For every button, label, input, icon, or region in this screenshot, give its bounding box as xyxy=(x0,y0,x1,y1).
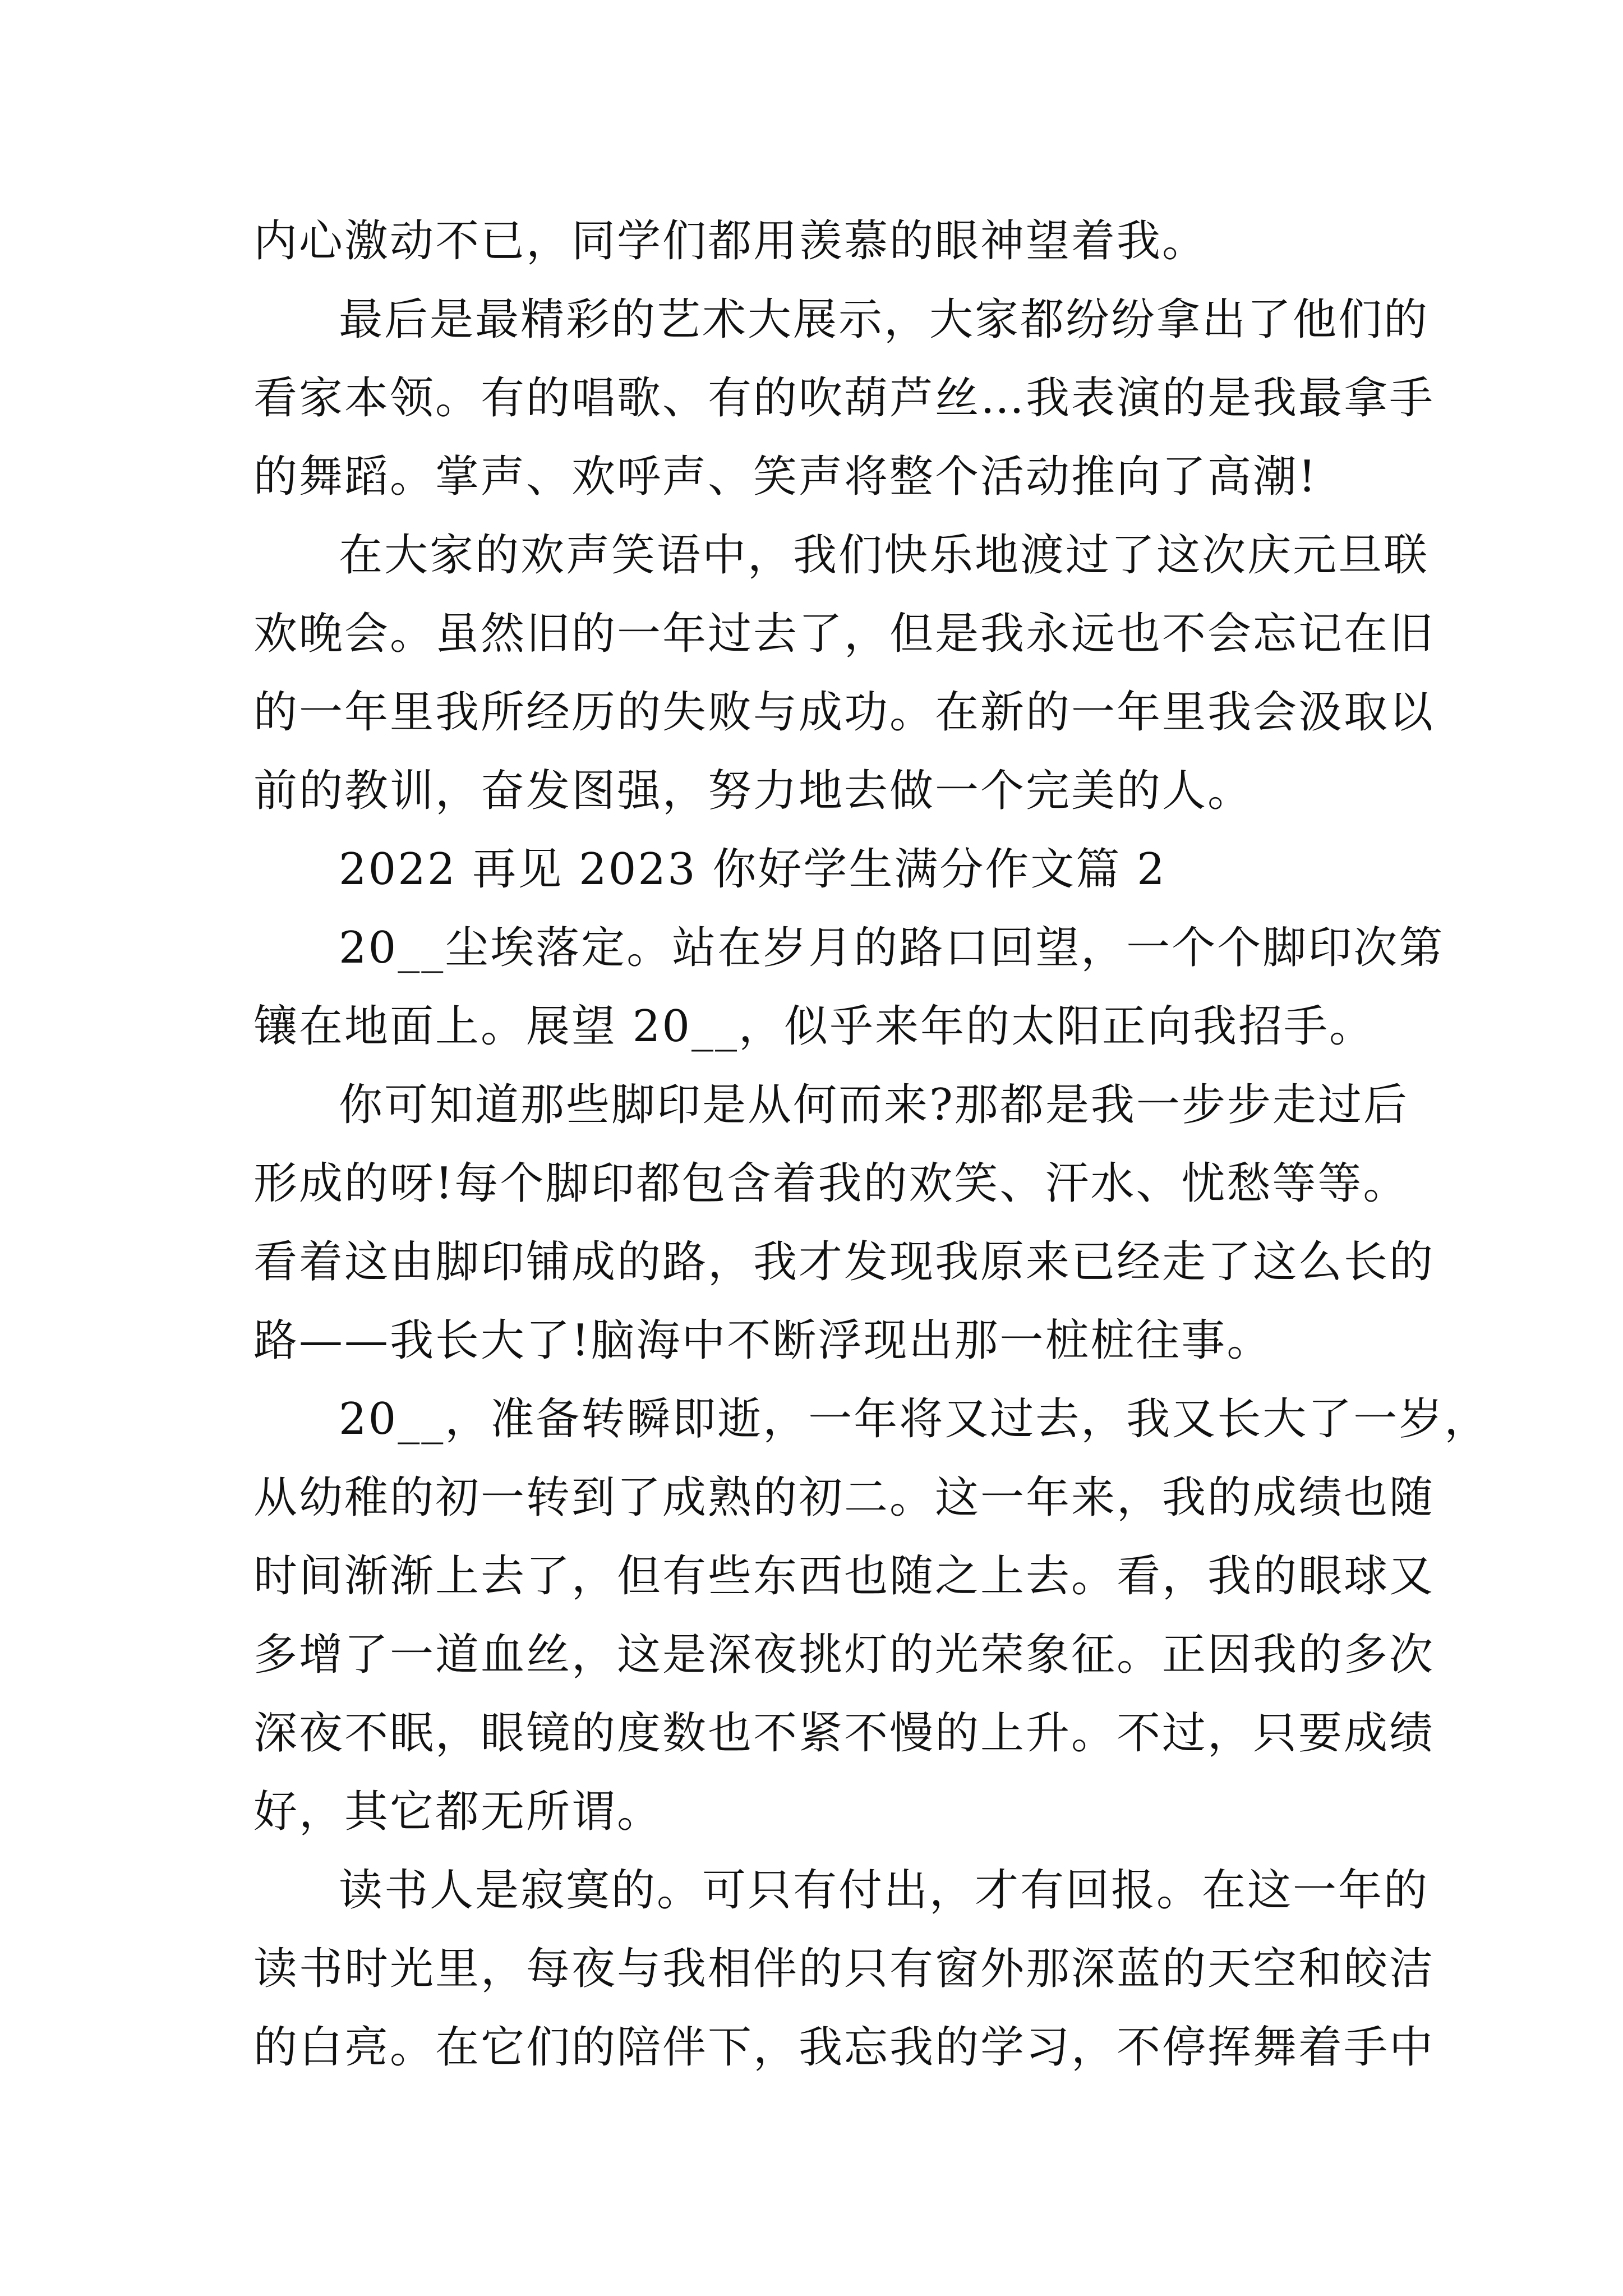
text-line: 形成的呀!每个脚印都包含着我的欢笑、汗水、忧愁等等。 xyxy=(253,1158,1409,1209)
text-line: 20__尘埃落定。站在岁月的路口回望，一个个脚印次第 xyxy=(339,923,1445,973)
text-line: 的白亮。在它们的陪伴下，我忘我的学习，不停挥舞着手中 xyxy=(253,2022,1435,2073)
text-line: 你可知道那些脚印是从何而来?那都是我一步步走过后 xyxy=(339,1080,1409,1130)
text-line: 内心激动不已，同学们都用羡慕的眼神望着我。 xyxy=(253,216,1208,266)
text-line: 2022 再见 2023 你好学生满分作文篇 2 xyxy=(339,844,1166,895)
text-line: 在大家的欢声笑语中，我们快乐地渡过了这次庆元旦联 xyxy=(339,530,1430,581)
text-line: 镶在地面上。展望 20__，似乎来年的太阳正向我招手。 xyxy=(253,1001,1375,1052)
text-line: 深夜不眠，眼镜的度数也不紧不慢的上升。不过，只要成绩 xyxy=(253,1708,1435,1759)
text-line: 的舞蹈。掌声、欢呼声、笑声将整个活动推向了高潮! xyxy=(253,452,1318,502)
text-line: 读书时光里，每夜与我相伴的只有窗外那深蓝的天空和皎洁 xyxy=(253,1944,1435,1994)
text-line: 欢晚会。虽然旧的一年过去了，但是我永远也不会忘记在旧 xyxy=(253,609,1435,659)
text-line: 从幼稚的初一转到了成熟的初二。这一年来，我的成绩也随 xyxy=(253,1473,1435,1523)
text-line: 读书人是寂寞的。可只有付出，才有回报。在这一年的 xyxy=(339,1865,1430,1916)
text-line: 的一年里我所经历的失败与成功。在新的一年里我会汲取以 xyxy=(253,687,1435,738)
text-line: 20__，准备转瞬即逝，一年将又过去，我又长大了一岁， xyxy=(339,1394,1490,1444)
text-line: 多增了一道血丝，这是深夜挑灯的光荣象征。正因我的多次 xyxy=(253,1630,1435,1680)
text-line: 看着这由脚印铺成的路，我才发现我原来已经走了这么长的 xyxy=(253,1237,1435,1287)
text-line: 最后是最精彩的艺术大展示，大家都纷纷拿出了他们的 xyxy=(339,295,1430,345)
text-line: 前的教训，奋发图强，努力地去做一个完美的人。 xyxy=(253,766,1253,816)
text-line: 好，其它都无所谓。 xyxy=(253,1787,663,1837)
text-line: 时间渐渐上去了，但有些东西也随之上去。看，我的眼球又 xyxy=(253,1551,1435,1602)
text-line: 看家本领。有的唱歌、有的吹葫芦丝…我表演的是我最拿手 xyxy=(253,373,1435,424)
body-text xyxy=(253,202,1490,2087)
text-line: 路——我长大了!脑海中不断浮现出那一桩桩往事。 xyxy=(253,1315,1272,1366)
